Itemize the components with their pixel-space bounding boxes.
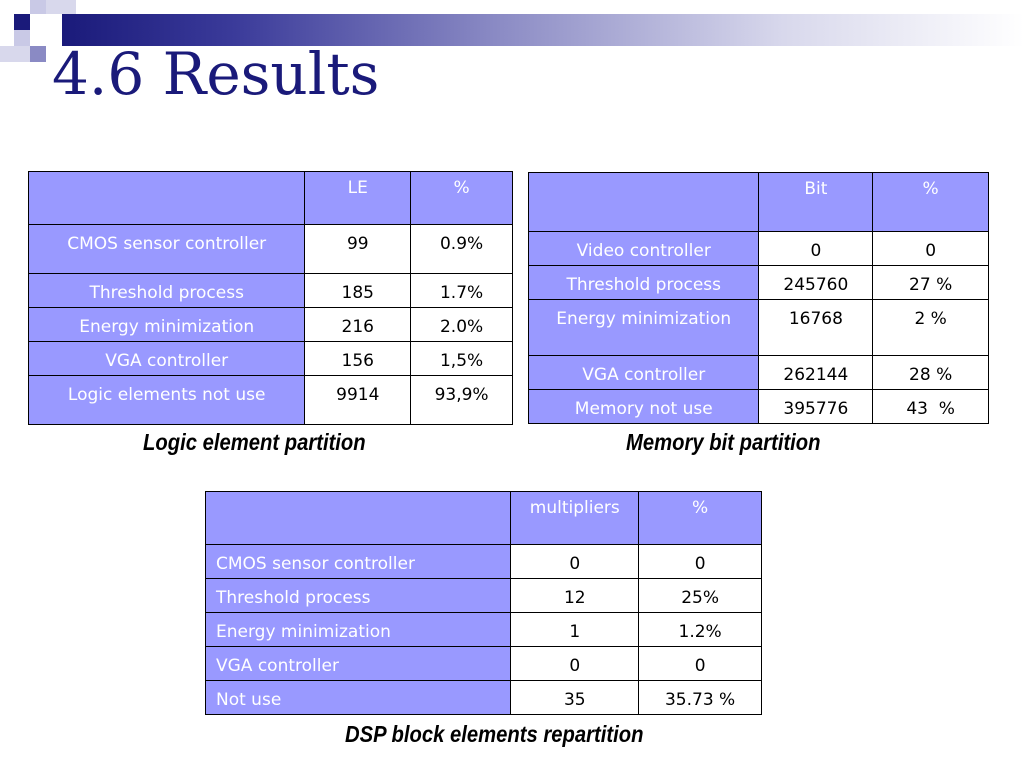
table-row (529, 266, 989, 300)
header-cell: % (639, 492, 762, 545)
decor-square (30, 46, 46, 62)
row-label: Video controller (529, 232, 759, 266)
table-row (206, 647, 762, 681)
row-value: 1 (511, 613, 639, 647)
row-label: VGA controller (206, 647, 511, 681)
row-label: CMOS sensor controller (29, 225, 305, 274)
row-label: VGA controller (529, 356, 759, 390)
header-cell: Bit (759, 173, 873, 232)
row-label: CMOS sensor controller (206, 545, 511, 579)
table-header-row (206, 492, 762, 545)
header-cell: % (873, 173, 989, 232)
row-value: 16768 (759, 300, 873, 356)
table-row (529, 232, 989, 266)
table-row (529, 390, 989, 424)
row-percent: 1.2% (639, 613, 762, 647)
row-label: Threshold process (206, 579, 511, 613)
table-row (29, 376, 513, 425)
row-percent: 1,5% (411, 342, 513, 376)
table-header-row (529, 173, 989, 232)
header-cell: multipliers (511, 492, 639, 545)
header-cell (29, 172, 305, 225)
row-value: 0 (759, 232, 873, 266)
slide-title: 4.6 Results (52, 40, 380, 108)
row-value: 185 (305, 274, 411, 308)
logic-element-table (28, 171, 513, 425)
row-percent: 1.7% (411, 274, 513, 308)
table-row (529, 356, 989, 390)
decor-square (30, 0, 46, 14)
memory-bit-table (528, 172, 989, 424)
row-value: 0 (511, 545, 639, 579)
row-value: 245760 (759, 266, 873, 300)
row-value: 99 (305, 225, 411, 274)
row-percent: 25% (639, 579, 762, 613)
row-percent: 0 (639, 647, 762, 681)
row-percent: 2 % (873, 300, 989, 356)
table-row (206, 545, 762, 579)
row-value: 216 (305, 308, 411, 342)
row-label: VGA controller (29, 342, 305, 376)
row-value: 395776 (759, 390, 873, 424)
table-row (29, 274, 513, 308)
row-value: 12 (511, 579, 639, 613)
row-label: Threshold process (529, 266, 759, 300)
logic-table-caption: Logic element partition (143, 429, 366, 455)
row-percent: 2.0% (411, 308, 513, 342)
row-value: 35 (511, 681, 639, 715)
table-header-row (29, 172, 513, 225)
header-cell: LE (305, 172, 411, 225)
decor-square (46, 0, 76, 14)
memory-table-caption: Memory bit partition (626, 429, 821, 455)
row-label: Energy minimization (29, 308, 305, 342)
dsp-table-caption: DSP block elements repartition (345, 721, 644, 747)
row-percent: 93,9% (411, 376, 513, 425)
header-cell (206, 492, 511, 545)
row-percent: 27 % (873, 266, 989, 300)
header-cell: % (411, 172, 513, 225)
table-row (29, 225, 513, 274)
decor-square (14, 30, 30, 46)
row-label: Energy minimization (529, 300, 759, 356)
row-value: 156 (305, 342, 411, 376)
decor-square (14, 14, 30, 30)
row-value: 0 (511, 647, 639, 681)
row-percent: 0 (873, 232, 989, 266)
table-row (206, 579, 762, 613)
row-percent: 43 % (873, 390, 989, 424)
row-percent: 35.73 % (639, 681, 762, 715)
table-row (206, 613, 762, 647)
table-row (529, 300, 989, 356)
dsp-block-table (205, 491, 762, 715)
table-row (206, 681, 762, 715)
table-row (29, 342, 513, 376)
row-label: Memory not use (529, 390, 759, 424)
row-label: Logic elements not use (29, 376, 305, 425)
row-label: Not use (206, 681, 511, 715)
row-value: 9914 (305, 376, 411, 425)
header-cell (529, 173, 759, 232)
row-percent: 0 (639, 545, 762, 579)
table-row (29, 308, 513, 342)
row-label: Energy minimization (206, 613, 511, 647)
row-label: Threshold process (29, 274, 305, 308)
row-percent: 0.9% (411, 225, 513, 274)
decor-square (0, 46, 30, 62)
row-percent: 28 % (873, 356, 989, 390)
row-value: 262144 (759, 356, 873, 390)
